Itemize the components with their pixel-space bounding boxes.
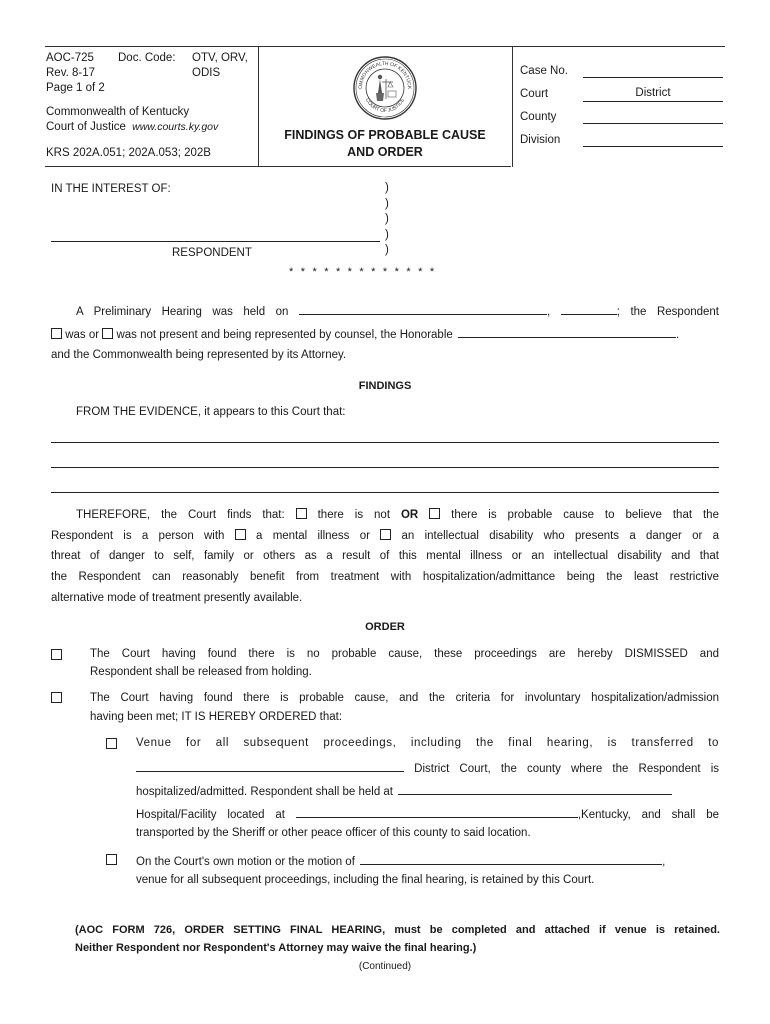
hearing-date-field[interactable] xyxy=(299,303,547,315)
motion-text-1: On the Court's own motion or the motion of xyxy=(136,856,355,868)
county-label: County xyxy=(520,111,557,123)
benefit-line: the Respondent can reasonably benefit from treatment with hospitalization/admittance being the least restrictive xyxy=(51,571,719,583)
facility-location-field[interactable] xyxy=(296,806,578,818)
court-label: Court xyxy=(520,88,549,100)
venue-line-1: Venue for all subsequent proceedings, including the final hearing, is transferred to xyxy=(136,737,719,749)
footer-note xyxy=(75,921,720,957)
seal-text-top: OMMONWEALTH OF KENTUCK xyxy=(357,60,413,90)
header-divider-right xyxy=(512,46,513,167)
venue-text-3: hospitalized/admitted. Respondent shall be held at xyxy=(136,786,394,798)
doc-codes-1: OTV, ORV, xyxy=(192,52,248,64)
findings-line-2[interactable] xyxy=(51,456,719,468)
footer-note-line-1: (AOC FORM 726, ORDER SETTING FINAL HEARING, must be completed and attached if venue is retained. xyxy=(75,924,720,936)
venue-transfer-checkbox[interactable] xyxy=(106,738,117,749)
venue-line-3 xyxy=(136,783,719,798)
doc-codes-2: ODIS xyxy=(192,67,221,79)
probable-cause-order-checkbox[interactable] xyxy=(51,692,62,703)
probable-cause-text: there is probable cause to believe that the xyxy=(451,509,719,521)
venue-line-5: transported by the Sheriff or other peace officer of this county to said location. xyxy=(136,827,531,839)
page-number: Page 1 of 2 xyxy=(46,82,105,94)
mental-illness-checkbox[interactable] xyxy=(235,529,246,540)
hearing-text-1a: A Preliminary Hearing was held on xyxy=(76,306,289,318)
title-line-2: AND ORDER xyxy=(347,145,423,159)
threat-line: threat of danger to self, family or others as a result of this mental illness or an intellectual disability and that xyxy=(51,550,719,562)
motion-party-field[interactable] xyxy=(360,853,662,865)
no-probable-cause-checkbox[interactable] xyxy=(296,508,307,519)
probable-cause-checkbox[interactable] xyxy=(429,508,440,519)
venue-text-2: District Court, the county where the Respondent is xyxy=(414,763,719,775)
order-heading: ORDER xyxy=(365,621,405,633)
alternative-line: alternative mode of treatment presently available. xyxy=(51,592,303,604)
hearing-text-1c: ; the Respondent xyxy=(616,306,719,318)
intellectual-disability-label: an intellectual disability who presents a danger or a xyxy=(401,530,719,542)
statute: KRS 202A.051; 202A.053; 202B xyxy=(46,147,211,159)
commonwealth: Commonwealth of Kentucky xyxy=(46,106,190,118)
evidence-text: FROM THE EVIDENCE, it appears to this Court that: xyxy=(76,406,346,418)
hearing-year-field[interactable] xyxy=(561,303,617,315)
county-field[interactable] xyxy=(583,112,723,124)
was-not-label: was not present and being represented by counsel, the Honorable xyxy=(116,329,453,341)
footer-note-line-2: Neither Respondent nor Respondent's Attorney may waive the final hearing.) xyxy=(75,942,477,954)
respondent-person-line xyxy=(51,529,719,542)
dismiss-checkbox[interactable] xyxy=(51,649,62,660)
form-id: AOC-725 xyxy=(46,52,94,64)
case-no-label: Case No. xyxy=(520,65,568,77)
or-label: OR xyxy=(400,509,419,521)
transfer-county-field[interactable] xyxy=(136,760,404,772)
hearing-line-1 xyxy=(51,303,719,318)
court-of-justice-label: Court of Justice xyxy=(46,121,126,133)
findings-heading: FINDINGS xyxy=(358,380,412,392)
intellectual-disability-checkbox[interactable] xyxy=(380,529,391,540)
venue-text-4b: ,Kentucky, and shall be xyxy=(577,809,719,821)
venue-line-2 xyxy=(136,760,719,775)
there-is-not-label: there is not xyxy=(317,509,391,521)
header-bottom-rule xyxy=(45,166,511,167)
honorable-field[interactable] xyxy=(458,326,676,338)
division-field[interactable] xyxy=(583,135,723,147)
findings-line-1[interactable] xyxy=(51,431,719,443)
hearing-comma: , xyxy=(547,306,551,318)
found-line-1: The Court having found there is probable cause, and the criteria for involuntary hospitalization/admission xyxy=(90,692,719,704)
court-value: District xyxy=(635,87,671,99)
venue-text-4a: Hospital/Facility located at xyxy=(136,809,285,821)
held-at-field[interactable] xyxy=(398,783,672,795)
motion-line-2: venue for all subsequent proceedings, including the final hearing, is retained by this Court. xyxy=(136,874,595,886)
was-present-checkbox[interactable] xyxy=(51,328,62,339)
court-of-justice xyxy=(46,121,218,133)
revision: Rev. 8-17 xyxy=(46,67,96,79)
found-line-2: having been met; IT IS HEREBY ORDERED that: xyxy=(90,711,343,723)
continued-label: (Continued) xyxy=(358,961,412,972)
title-line-1: FINDINGS OF PROBABLE CAUSE xyxy=(284,128,486,142)
case-no-field[interactable] xyxy=(583,66,723,78)
division-label: Division xyxy=(520,134,561,146)
doc-code-label: Doc. Code: xyxy=(118,52,176,64)
was-label: was or xyxy=(65,329,100,341)
was-not-present-checkbox[interactable] xyxy=(102,328,113,339)
dismiss-line-2: Respondent shall be released from holding. xyxy=(90,666,312,678)
motion-comma: , xyxy=(662,856,666,868)
respondent-label: RESPONDENT xyxy=(172,247,252,259)
motion-line-1 xyxy=(136,853,719,868)
respondent-name-field[interactable] xyxy=(51,230,380,242)
website: www.courts.ky.gov xyxy=(132,121,219,133)
hearing-line-2: was or was not present and being represented by counsel, the Honorable . xyxy=(51,326,719,341)
respondent-person-text: Respondent is a person with xyxy=(51,530,225,542)
kentucky-seal-icon xyxy=(352,55,418,121)
venue-retained-checkbox[interactable] xyxy=(106,854,117,865)
hearing-line-3: and the Commonwealth being represented by its Attorney. xyxy=(51,349,347,361)
therefore-line xyxy=(51,508,719,521)
star-divider: * * * * * * * * * * * * * xyxy=(289,266,437,278)
seal-text-bottom: COURT OF JUSTICE xyxy=(363,97,407,115)
dismiss-line-1: The Court having found there is no probable cause, these proceedings are hereby DISMISSED and xyxy=(90,648,719,660)
mental-illness-label: a mental illness or xyxy=(256,530,370,542)
interest-of-label: IN THE INTEREST OF: xyxy=(51,183,171,195)
caption-parens: ) ) ) ) ) xyxy=(385,182,389,256)
header-top-rule xyxy=(45,46,725,47)
findings-line-3[interactable] xyxy=(51,481,719,493)
court-field[interactable] xyxy=(583,89,723,102)
svg-text:COMMONWEALTH OF KENTUCKY xyxy=(352,55,412,90)
page-title xyxy=(259,127,511,161)
therefore-text: THEREFORE, the Court finds that: xyxy=(76,509,285,521)
venue-line-4 xyxy=(136,806,719,821)
